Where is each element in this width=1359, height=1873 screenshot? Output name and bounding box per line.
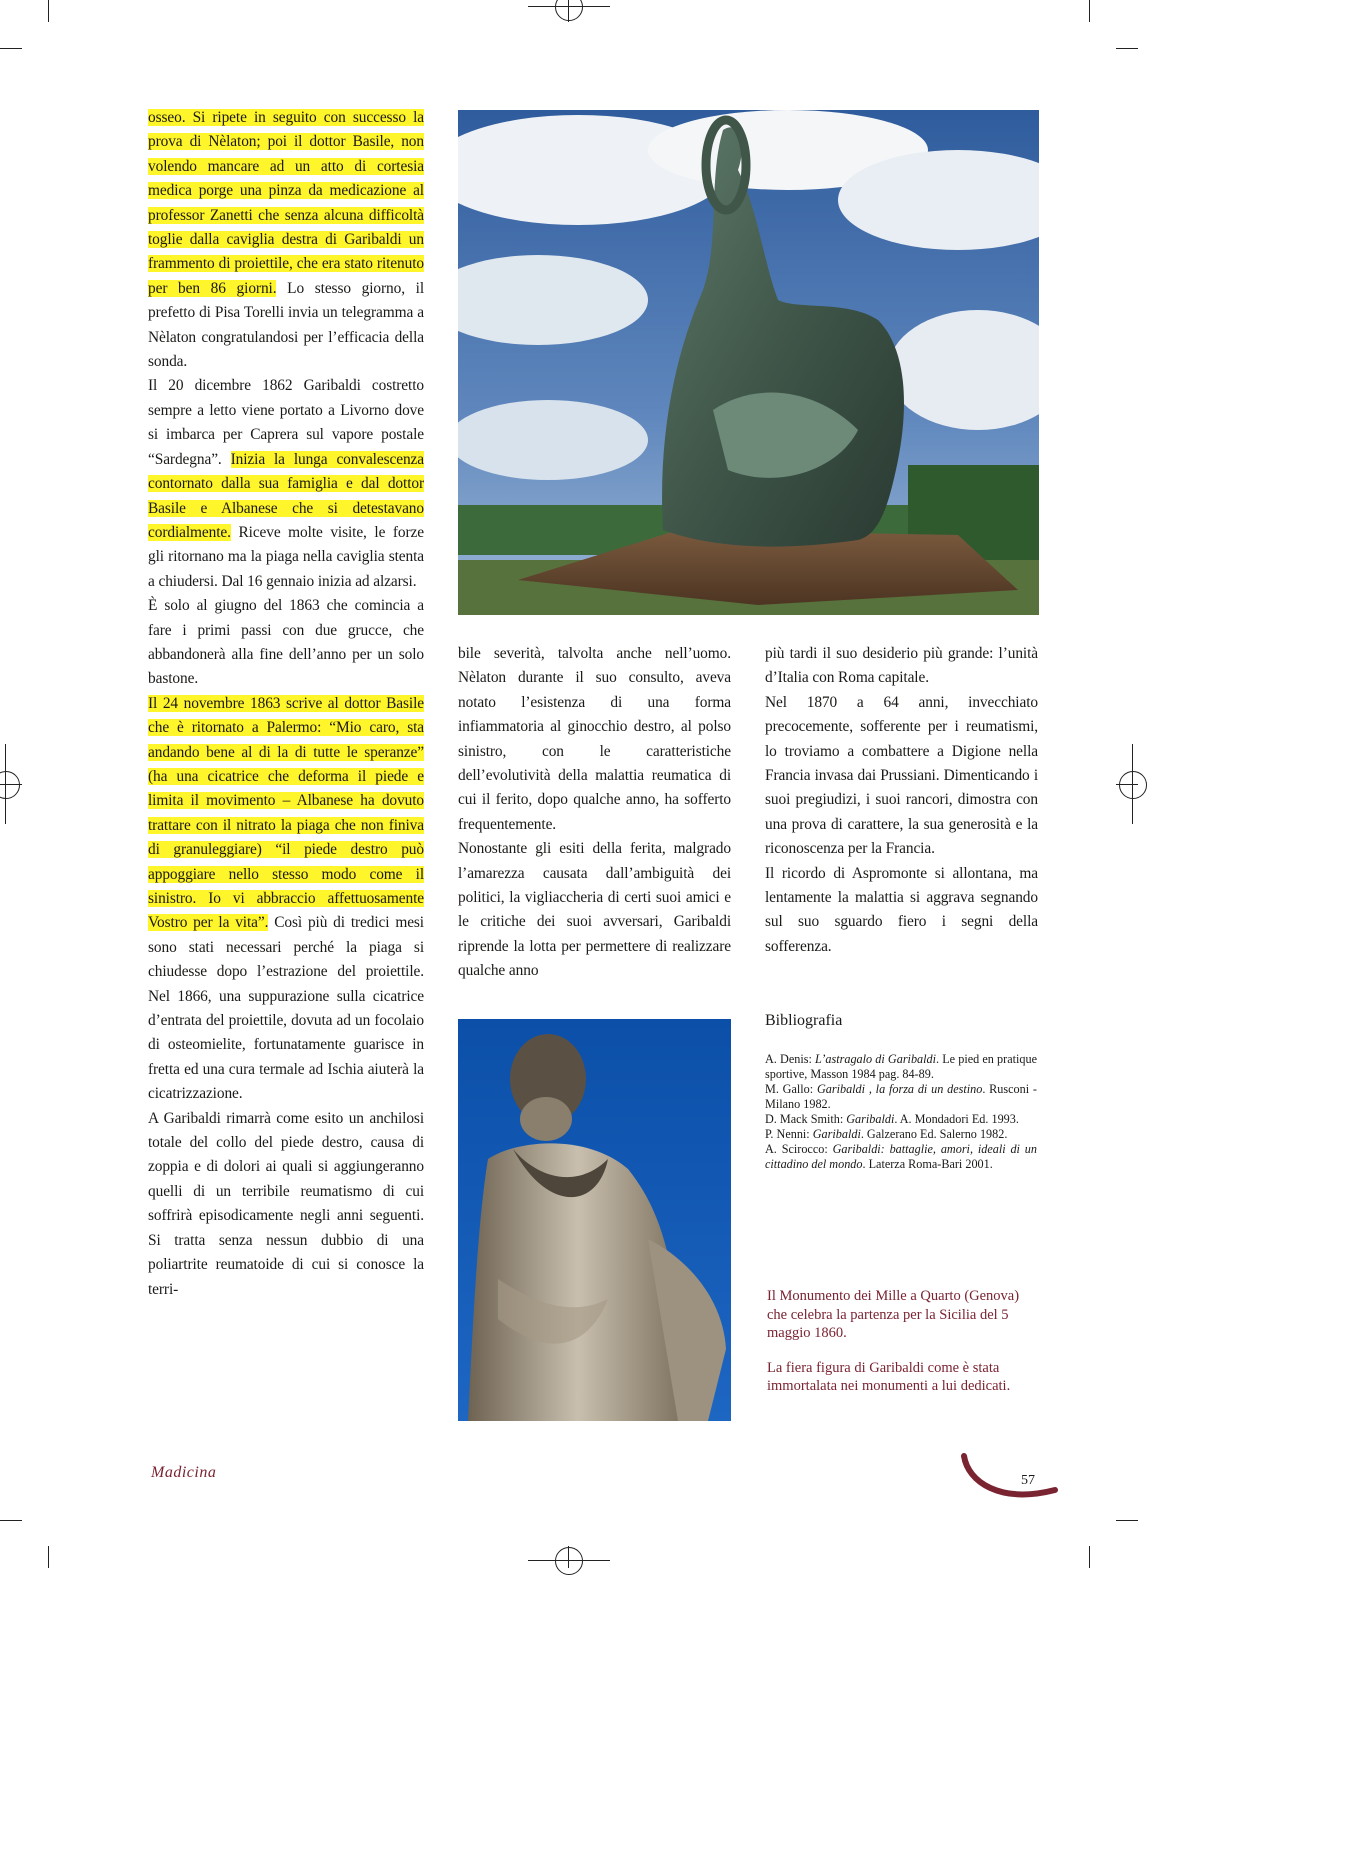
bibliography-author: P. Nenni: — [765, 1127, 813, 1141]
garibaldi-statue-photo — [458, 1019, 731, 1421]
bibliography-work: Garibaldi , la forza di un destino — [816, 1082, 983, 1096]
text-run: Il 20 dicembre 1862 Garibaldi costretto sempre a letto viene portato a Livorno dove si imbarca per Caprera sul vapore postale “Sardegna”. — [148, 377, 424, 468]
crop-mark — [1116, 1520, 1138, 1521]
bibliography-author: A. Scirocco: — [765, 1142, 833, 1156]
registration-mark-icon — [555, 1547, 583, 1575]
bibliography-author: D. Mack Smith: — [765, 1112, 847, 1126]
bibliography-author: A. Denis: — [765, 1052, 815, 1066]
bibliography-details: . Rusconi - Milano 1982. — [765, 1082, 1037, 1111]
crop-mark — [1116, 48, 1138, 49]
crop-mark — [0, 1520, 22, 1521]
bibliography-work: Garibaldi: battaglie, amori, ideali di un cittadino del mondo — [765, 1142, 1037, 1171]
bibliography-details: . Galzerano Ed. Salerno 1982. — [860, 1127, 1008, 1141]
article-column-3 — [765, 642, 1038, 959]
text-run: È solo al giugno del 1863 che comincia a fare i primi passi con due grucce, che abbandonerà alla fine dell’anno per un solo bastone. — [148, 597, 424, 688]
bibliography-author: M. Gallo: — [765, 1082, 817, 1096]
article-column-2 — [458, 642, 731, 984]
bibliography-title: Bibliografia — [765, 1012, 843, 1029]
paragraph — [148, 692, 424, 1107]
highlighted-text: osseo. Si ripete in seguito con successo la prova di Nèlaton; poi il dottor Basile, non volendo mancare ad un atto di cortesia medica porge una pinza da medicazione al professor Zanetti che senza alcuna difficoltà toglie dalla caviglia destra di Garibaldi un frammento di proiettile, che era stato ritenuto per ben 86 giorni. — [148, 109, 424, 297]
bibliography-work: Garibaldi — [812, 1127, 861, 1141]
highlighted-text: Inizia la lunga convalescenza contornato dalla sua famiglia e dal dottor Basile e Albanese che si detestavano cordialmente. — [148, 450, 425, 541]
crop-mark — [0, 48, 22, 49]
bibliography-details: . A. Mondadori Ed. 1993. — [894, 1112, 1019, 1126]
page-number: 57 — [1021, 1473, 1035, 1488]
section-name: Madicina — [151, 1464, 217, 1481]
paragraph — [148, 1107, 424, 1302]
text-run: Riceve molte visite, le forze gli ritornano ma la piaga nella caviglia stenta a chiudersi. Dal 16 gennaio inizia ad alzarsi. — [148, 523, 424, 590]
bibliography-work: Garibaldi — [846, 1112, 895, 1126]
paragraph: Nonostante gli esiti della ferita, malgrado l’amarezza causata dall’ambiguità dei politici, la vigliaccheria di certi suoi amici e le critiche dei suoi avversari, Garibaldi riprende la lotta per permettere di realizzare qualche anno — [458, 840, 731, 980]
photo-caption: La fiera figura di Garibaldi come è stata immortalata nei monumenti a lui dedicati. — [767, 1359, 1011, 1394]
article-column-1 — [148, 106, 424, 1302]
bibliography-details: . Le pied en pratique sportive, Masson 1984 pag. 84-89. — [765, 1052, 1037, 1081]
bibliography-entry — [765, 1082, 1037, 1112]
bibliography-entry — [765, 1052, 1037, 1082]
bibliography-details: . Laterza Roma-Bari 2001. — [862, 1157, 993, 1171]
text-run: A Garibaldi rimarrà come esito un anchilosi totale del collo del piede destro, causa di zoppia e di dolori ai quali si aggiungeranno quelli di un terribile reumatismo di cui soffrirà episodicamente negli anni seguenti. Si tratta senza nessun dubbio di una poliartrite reumatoide di cui si conosce la terri- — [148, 1109, 424, 1298]
crop-mark — [48, 0, 49, 22]
monumento-dei-mille-photo — [458, 110, 1039, 615]
crop-mark — [1089, 1546, 1090, 1568]
crop-mark — [48, 1546, 49, 1568]
registration-mark-icon — [555, 0, 583, 21]
paragraph: bile severità, talvolta anche nell’uomo. Nèlaton durante il suo consulto, aveva notato l’esistenza di una forma infiammatoria al ginocchio destro, al polso sinistro, con le caratteristiche dell’evolutività della malattia reumatica di cui il ferito, dopo qualche anno, ha sofferto frequentemente. — [458, 645, 731, 833]
bibliography-list — [765, 1052, 1037, 1172]
paragraph — [148, 106, 424, 374]
paragraph: Nel 1870 a 64 anni, invecchiato precocemente, sofferente per i reumatismi, lo troviamo a combattere a Digione nella Francia invasa dai Prussiani. Dimenticando i suoi pregiudizi, i suoi rancori, dimostra con una prova di carattere, la sua generosità e la riconoscenza per la Francia. — [765, 693, 1038, 858]
paragraph — [148, 374, 424, 594]
bibliography-work: L’astragalo di Garibaldi — [815, 1052, 936, 1066]
bibliography-entry — [765, 1112, 1037, 1127]
text-run: Lo stesso giorno, il prefetto di Pisa Torelli invia un telegramma a Nèlaton congratulandosi per l’efficacia della sonda. — [148, 279, 424, 371]
bibliography-entry — [765, 1142, 1037, 1172]
page-corner-swoosh-icon — [960, 1452, 1060, 1508]
paragraph: Il ricordo di Aspromonte si allontana, ma lentamente la malattia si aggrava segnando sul suo sguardo fiero i segni della sofferenza. — [765, 864, 1038, 955]
paragraph: più tardi il suo desiderio più grande: l’unità d’Italia con Roma capitale. — [765, 645, 1038, 687]
registration-mark-icon — [0, 771, 20, 799]
highlighted-text: Il 24 novembre 1863 scrive al dottor Basile che è ritornato a Palermo: “Mio caro, sta andando bene al di la di tutte le speranze” (ha una cicatrice che deforma il piede e limita il movimento – Albanese ha dovuto trattare con il nitrato la piaga che non finiva di granuleggiare) “il piede destro può appoggiare nello stesso modo come il sinistro. Io vi abbraccio affettuosamente Vostro per la vita”. — [148, 694, 424, 932]
crop-mark — [1089, 0, 1090, 22]
photo-caption: Il Monumento dei Mille a Quarto (Genova) che celebra la partenza per la Sicilia del 5 maggio 1860. — [767, 1288, 1020, 1341]
text-run: Così più di tredici mesi sono stati necessari perché la piaga si chiudesse dopo l’estrazione del proiettile. Nel 1866, una suppurazione sulla cicatrice d’entrata del proiettile, dovuta ad un focolaio di osteomielite, fortunatamente guarisce in fretta ed una cura termale ad Ischia aiuterà la cicatrizzazione. — [148, 914, 424, 1103]
photo-captions — [767, 1287, 1029, 1412]
paragraph — [148, 594, 424, 692]
registration-mark-icon — [1119, 771, 1147, 799]
bibliography-entry — [765, 1127, 1037, 1142]
